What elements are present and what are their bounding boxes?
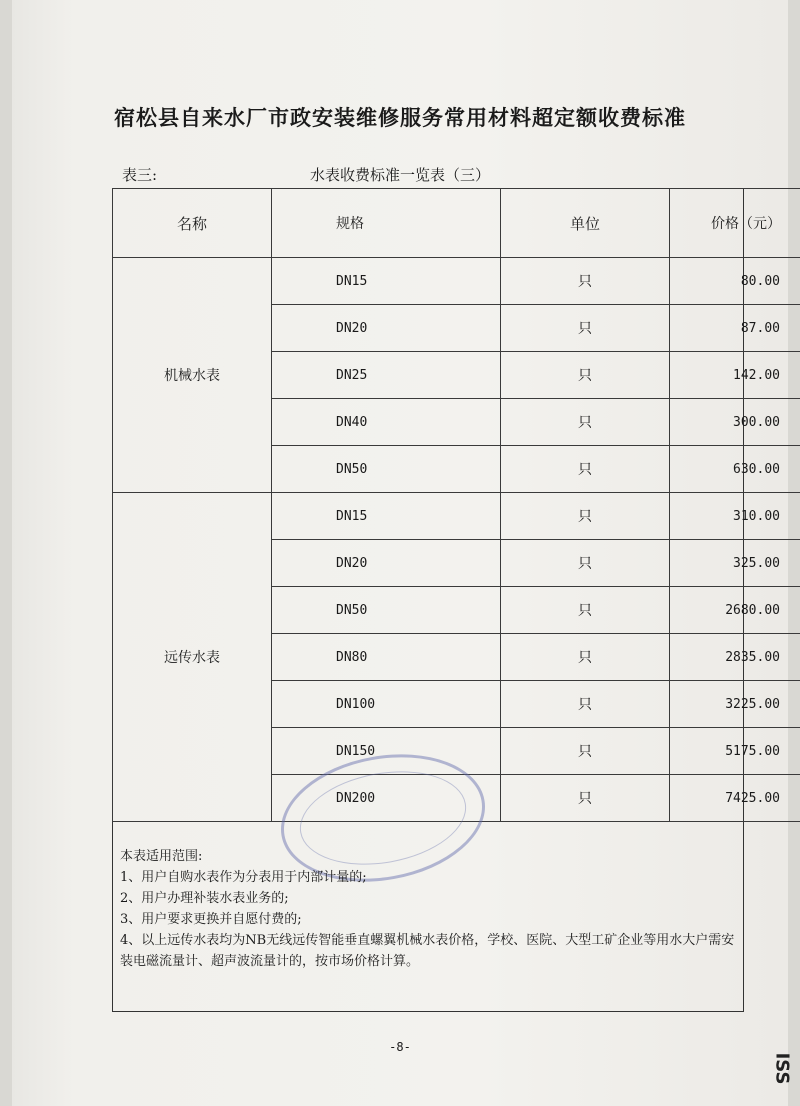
unit-cell: 只: [501, 352, 670, 399]
spec-cell: DN25: [272, 352, 501, 399]
notes-section: [120, 846, 740, 972]
price-cell: 2835.00: [670, 634, 800, 681]
table-header-row: [113, 189, 800, 258]
header-name: 名称: [113, 189, 272, 258]
price-cell: 80.00: [670, 258, 800, 305]
group-name-remote: 远传水表: [113, 493, 272, 822]
spec-cell: DN50: [272, 587, 501, 634]
document-title: 宿松县自来水厂市政安装维修服务常用材料超定额收费标准: [114, 105, 686, 130]
price-cell: 87.00: [670, 305, 800, 352]
spec-cell: DN40: [272, 399, 501, 446]
spec-cell: DN20: [272, 540, 501, 587]
note-item: 1、用户自购水表作为分表用于内部计量的;: [120, 870, 367, 885]
unit-cell: 只: [501, 493, 670, 540]
price-cell: 300.00: [670, 399, 800, 446]
price-cell: 142.00: [670, 352, 800, 399]
unit-cell: 只: [501, 399, 670, 446]
header-spec: 规格: [272, 189, 501, 258]
spec-cell: DN20: [272, 305, 501, 352]
table-caption: 水表收费标准一览表（三）: [309, 166, 490, 184]
unit-cell: 只: [501, 587, 670, 634]
unit-cell: 只: [501, 681, 670, 728]
water-meter-price-table: [112, 188, 800, 822]
table-row: [113, 258, 800, 305]
spec-cell: DN15: [272, 493, 501, 540]
unit-cell: 只: [501, 258, 670, 305]
table-row: [113, 493, 800, 540]
unit-cell: 只: [501, 728, 670, 775]
spec-cell: DN200: [272, 775, 501, 822]
price-cell: 325.00: [670, 540, 800, 587]
price-cell: 630.00: [670, 446, 800, 493]
note-item: 4、以上远传水表均为NB无线远传智能垂直螺翼机械水表价格，学校、医院、大型工矿企业等用水大户需安装电磁流量计、超声波流量计的，按市场价格计算。: [120, 933, 735, 969]
unit-cell: 只: [501, 775, 670, 822]
unit-cell: 只: [501, 540, 670, 587]
price-cell: 5175.00: [670, 728, 800, 775]
table-number: 表三:: [122, 166, 158, 184]
note-item: 2、用户办理补装水表业务的;: [120, 891, 289, 906]
spec-cell: DN50: [272, 446, 501, 493]
unit-cell: 只: [501, 634, 670, 681]
edge-cropped-text: ISS: [771, 1052, 793, 1085]
spec-cell: DN100: [272, 681, 501, 728]
note-item: 3、用户要求更换并自愿付费的;: [120, 912, 302, 927]
price-cell: 7425.00: [670, 775, 800, 822]
notes-heading: 本表适用范围:: [120, 849, 203, 864]
page-number: -8-: [389, 1040, 411, 1054]
header-price: 价格（元）: [670, 189, 800, 258]
spec-cell: DN80: [272, 634, 501, 681]
price-cell: 310.00: [670, 493, 800, 540]
header-unit: 单位: [501, 189, 670, 258]
spec-cell: DN15: [272, 258, 501, 305]
unit-cell: 只: [501, 446, 670, 493]
spec-cell: DN150: [272, 728, 501, 775]
unit-cell: 只: [501, 305, 670, 352]
price-cell: 2680.00: [670, 587, 800, 634]
group-name-mechanical: 机械水表: [113, 258, 272, 493]
price-cell: 3225.00: [670, 681, 800, 728]
